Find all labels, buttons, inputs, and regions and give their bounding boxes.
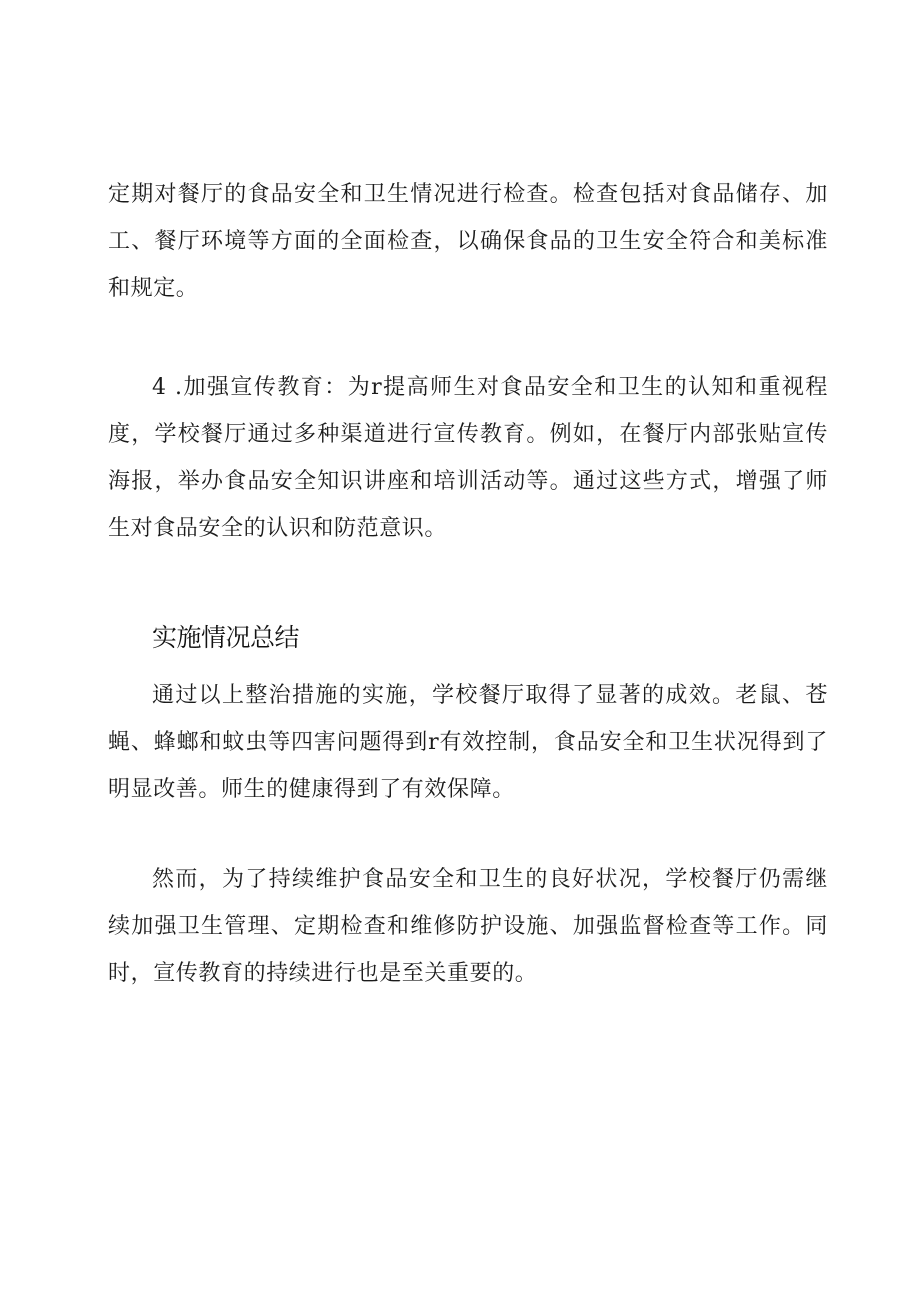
education-paragraph: 4 .加强宣传教育：为r提高师生对食品安全和卫生的认知和重视程度，学校餐厅通过多种渠道进行宣传教育。例如，在餐厅内部张贴宣传海报，举办食品安全知识讲座和培训活动等。通过这些方式，增强了师生对食品安全的认识和防范意识。 — [108, 375, 828, 541]
inspection-paragraph: 定期对餐厅的食品安全和卫生情况进行检查。检查包括对食品储存、加工、餐厅环境等方面的全面检查，以确保食品的卫生安全符合和美标准和规定。 — [108, 182, 828, 301]
conclusion-paragraph: 然而，为了持续维护食品安全和卫生的良好状况，学校餐厅仍需继续加强卫生管理、定期检查和维修防护设施、加强监督检查等工作。同时，宣传教育的持续进行也是至关重要的。 — [108, 867, 828, 986]
summary-paragraph: 通过以上整治措施的实施，学校餐厅取得了显著的成效。老鼠、苍蝇、蜂螂和蚊虫等四害问题得到r有效控制，食品安全和卫生状况得到了明显改善。师生的健康得到了有效保障。 — [108, 683, 828, 802]
section-heading: 实施情况总结 — [152, 623, 300, 652]
